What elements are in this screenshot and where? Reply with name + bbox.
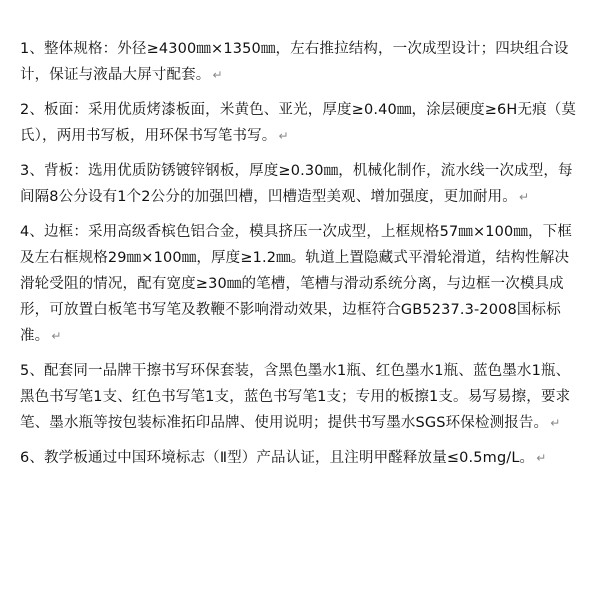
- spec-item-text: 4、边框：采用高级香槟色铝合金，模具挤压一次成型，上框规格57㎜×100㎜，下框及左右框规格29㎜×100㎜，厚度≥1.2㎜。轨道上置隐藏式平滑轮滑道，结构性解决滑轮受阻的情况，配有宽度≥30㎜的笔槽，笔槽与滑动系统分离，与边框一次模具成形，可放置白板笔书写笔及教鞭不影响滑动效果，边框符合GB5237.3-2008国标标准。: [20, 224, 572, 344]
- spec-item-6: [20, 445, 582, 471]
- spec-item-text: 2、板面：采用优质烤漆板面，米黄色、亚光，厚度≥0.40㎜，涂层硬度≥6H无痕（莫氏），两用书写板，用环保书写笔书写。: [20, 102, 577, 144]
- paragraph-mark-icon: ↵: [212, 68, 223, 82]
- paragraph-mark-icon: ↵: [51, 329, 62, 343]
- spec-item-text: 3、背板：选用优质防锈镀锌钢板，厚度≥0.30㎜，机械化制作，流水线一次成型，每间隔8公分设有1个2公分的加强凹槽，凹槽造型美观、增加强度，更加耐用。: [20, 163, 573, 205]
- paragraph-mark-icon: ↵: [536, 451, 547, 465]
- paragraph-mark-icon: ↵: [518, 190, 530, 204]
- spec-item-1: [20, 36, 582, 88]
- spec-item-text: 1、整体规格：外径≥4300㎜×1350㎜，左右推拉结构，一次成型设计；四块组合设计，保证与液晶大屏寸配套。: [20, 41, 569, 83]
- spec-item-4: [20, 219, 582, 349]
- spec-item-text: 5、配套同一品牌干擦书写环保套装，含黑色墨水1瓶、红色墨水1瓶、蓝色墨水1瓶、黑色书写笔1支、红色书写笔1支，蓝色书写笔1支；专用的板擦1支。易写易擦，要求笔、墨水瓶等按包装标准拓印品牌、使用说明；提供书写墨水SGS环保检测报告。: [20, 363, 571, 431]
- spec-item-5: [20, 358, 582, 436]
- spec-item-text: 6、教学板通过中国环境标志（Ⅱ型）产品认证，且注明甲醛释放量≤0.5mg/L。: [20, 450, 535, 466]
- spec-item-2: [20, 97, 582, 149]
- paragraph-mark-icon: ↵: [550, 416, 561, 430]
- paragraph-mark-icon: ↵: [278, 129, 289, 143]
- spec-item-3: [20, 158, 582, 210]
